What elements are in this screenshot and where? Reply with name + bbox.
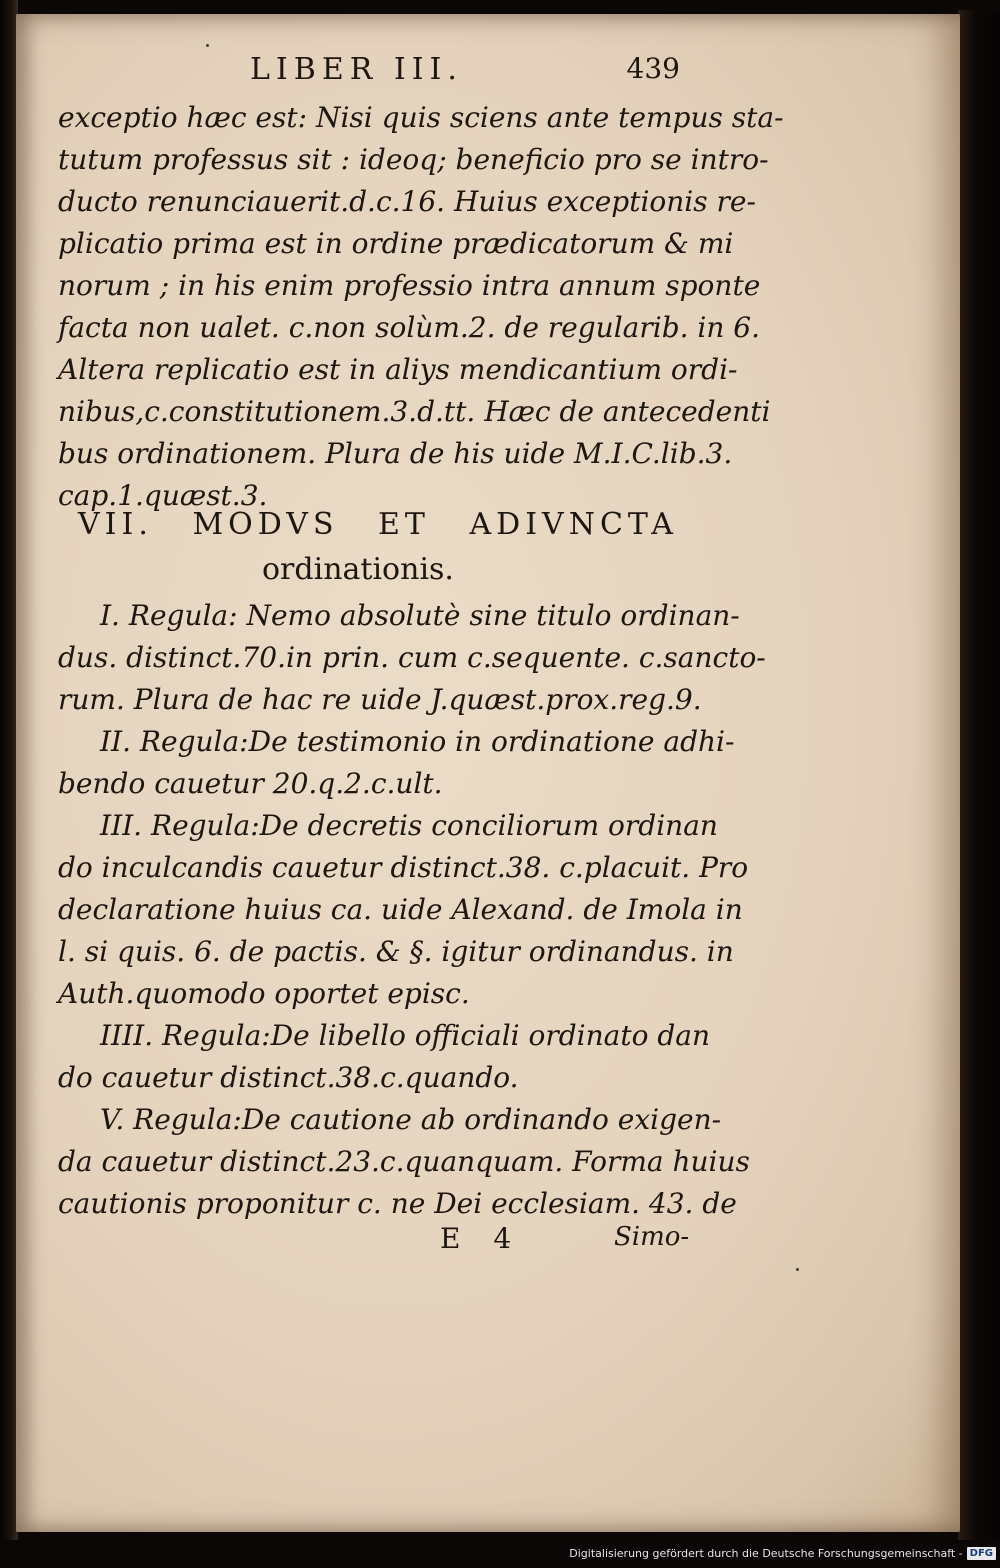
rule-line: II. Regula:De testimonio in ordinatione adhi- (100, 725, 735, 758)
text-line: nibus,c.constitutionem.3.d.tt. Hæc de antecedenti (58, 395, 771, 428)
rule-line: V. Regula:De cautione ab ordinando exigen- (100, 1103, 722, 1136)
section-word: ADIVNCTA (469, 507, 678, 542)
text-line: Altera replicatio est in aliys mendicantium ordi- (58, 353, 738, 386)
rule-line: rum. Plura de hac re uide J.quæst.prox.reg.9. (58, 683, 702, 716)
running-title: LIBER III. (250, 52, 463, 87)
text-line: tutum professus sit : ideoq; beneficio pro se intro- (58, 143, 769, 176)
text-line: ducto renunciauerit.d.c.16. Huius exceptionis re- (58, 185, 756, 218)
rule-line: do inculcandis cauetur distinct.38. c.placuit. Pro (58, 851, 749, 884)
rule-line: I. Regula: Nemo absolutè sine titulo ordinan- (100, 599, 740, 632)
text-line: bus ordinationem. Plura de his uide M.I.C.lib.3. (58, 437, 733, 470)
text-line: plicatio prima est in ordine prædicatorum & mi (58, 227, 734, 260)
rule-line: cautionis proponitur c. ne Dei ecclesiam. 43. de (58, 1187, 737, 1220)
section-heading (78, 507, 678, 542)
folio-number: 439 (626, 52, 680, 85)
rule-line: do cauetur distinct.38.c.quando. (58, 1061, 519, 1094)
footer-credit: Digitalisierung gefördert durch die Deutsche Forschungsgemeinschaft - (569, 1546, 963, 1560)
running-header (250, 52, 680, 92)
paper-speck (796, 1268, 799, 1271)
rule-line: IIII. Regula:De libello officiali ordinato dan (100, 1019, 711, 1052)
dfg-logo-icon: DFG (967, 1547, 996, 1560)
text-line: exceptio hæc est: Nisi quis sciens ante tempus sta- (58, 101, 784, 134)
rule-line: bendo cauetur 20.q.2.c.ult. (58, 767, 443, 800)
section-subtitle: ordinationis. (262, 552, 454, 587)
text-line: facta non ualet. c.non solùm.2. de regularib. in 6. (58, 311, 761, 344)
section-word: ET (378, 507, 430, 542)
rule-line: III. Regula:De decretis conciliorum ordinan (100, 809, 718, 842)
paper-speck (206, 44, 209, 47)
text-line: norum ; in his enim professio intra annum sponte (58, 269, 761, 302)
rule-line: declaratione huius ca. uide Alexand. de Imola in (58, 893, 743, 926)
digitization-footer (569, 1544, 996, 1562)
section-number: VII. (78, 507, 153, 542)
signature-mark: E 4 (440, 1222, 524, 1255)
rule-line: l. si quis. 6. de pactis. & §. igitur ordinandus. in (58, 935, 734, 968)
page-right-shadow (958, 10, 1000, 1540)
rule-line: da cauetur distinct.23.c.quanquam. Forma huius (58, 1145, 750, 1178)
section-word: MODVS (192, 507, 339, 542)
rule-line: dus. distinct.70.in prin. cum c.sequente. c.sancto- (58, 641, 766, 674)
text-line: cap.1.quæst.3. (58, 479, 268, 512)
rule-line: Auth.quomodo oportet episc. (58, 977, 470, 1010)
catchword: Simo- (614, 1222, 690, 1252)
